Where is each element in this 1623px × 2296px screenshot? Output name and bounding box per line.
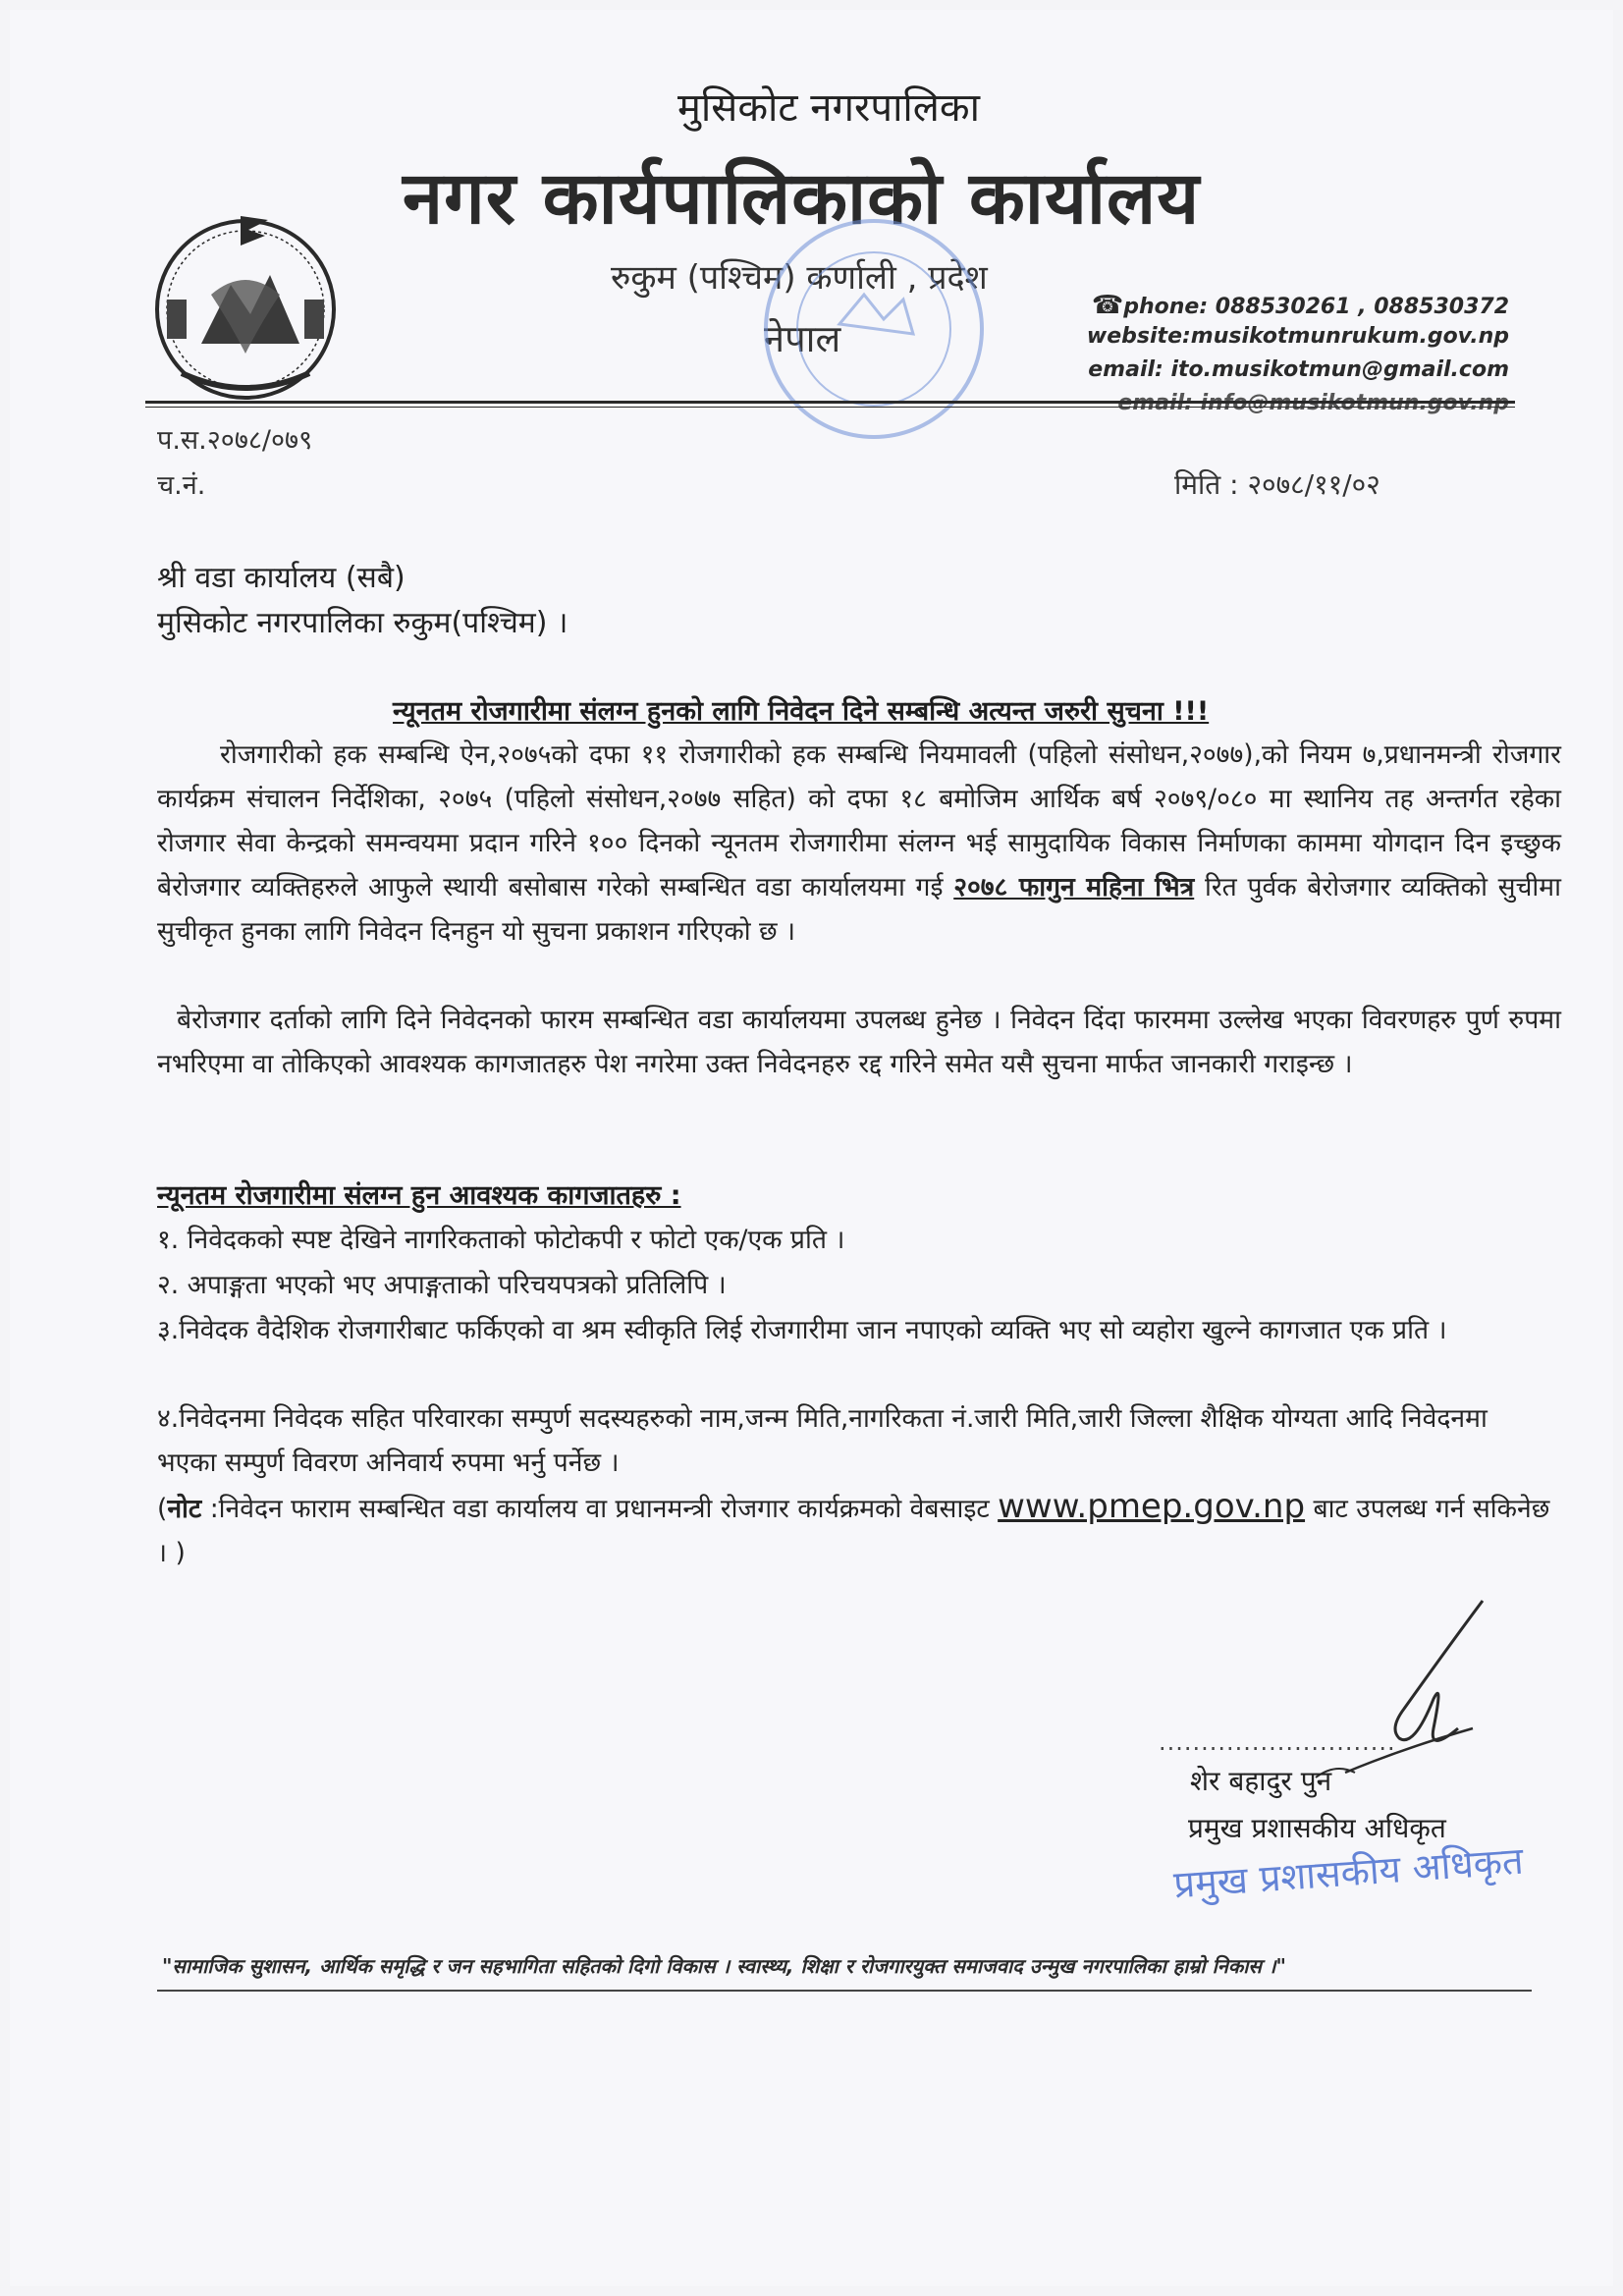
country-line: नेपाल xyxy=(764,317,841,360)
addressee-line-1: श्री वडा कार्यालय (सबै) xyxy=(157,561,406,595)
note-label: नोट xyxy=(167,1494,202,1524)
dispatch-number: च.नं. xyxy=(157,470,206,501)
contact-website[interactable]: website:musikotmunrukum.gov.np xyxy=(1086,324,1509,349)
office-title: नगर कार्यपालिकाको कार्यालय xyxy=(403,156,1201,241)
pmep-website-link[interactable]: www.pmep.gov.np xyxy=(998,1487,1306,1526)
letter-date: मिति : २०७८/११/०२ xyxy=(1174,468,1380,501)
contact-phone: ☎phone: 088530261 , 088530372 xyxy=(1091,291,1509,320)
office-stamp-icon xyxy=(751,206,997,452)
signatory-name: शेर बहादुर पुन xyxy=(1190,1765,1332,1797)
document-item: ३.निवेदक वैदेशिक रोजगारीबाट फर्किएको वा श्रम स्वीकृति लिई रोजगारीमा जान नपाएको व्यक्ति भए सो व्यहोरा खुल्ने कागजात एक प्रति । xyxy=(157,1315,1447,1345)
document-item: १. निवेदकको स्पष्ट देखिने नागरिकताको फोटोकपी र फोटो एक/एक प्रति । xyxy=(157,1225,845,1255)
note-paragraph: (नोट :निवेदन फाराम सम्बन्धित वडा कार्यालय वा प्रधानमन्त्री रोजगार कार्यक्रमको वेबसाइट www.pmep.gov.np बाट उपलब्ध गर्न सकिनेछ । ) xyxy=(157,1487,1550,1568)
province-line: रुकुम (पश्चिम) कर्णाली , प्रदेश xyxy=(611,258,988,298)
signature-line: ............................ xyxy=(1159,1728,1396,1756)
header-divider-thin xyxy=(145,407,1515,408)
notice-subject: न्यूनतम रोजगारीमा संलग्न हुनको लागि निवेदन दिने सम्बन्धि अत्यन्त जरुरी सुचना !!! xyxy=(393,696,1210,727)
municipality-name: मुसिकोट नगरपालिका xyxy=(677,85,980,131)
footer-motto: "सामाजिक सुशासन, आर्थिक समृद्धि र जन सहभागिता सहितको दिगो विकास । स्वास्थ्य, शिक्षा र रोजगारयुक्त समाजवाद उन्मुख नगरपालिका हाम्रो निकास ।" xyxy=(162,1954,1286,1978)
deadline-highlight: २०७८ फागुन महिना भित्र xyxy=(953,872,1195,902)
signatory-title: प्रमुख प्रशासकीय अधिकृत xyxy=(1188,1812,1446,1844)
body-paragraph-1: रोजगारीको हक सम्बन्धि ऐन,२०७५को दफा ११ रोजगारीको हक सम्बन्धि नियमावली (पहिलो संसोधन,२०७७),को नियम ७,प्रधानमन्त्री रोजगार कार्यक्रम संचालन निर्देशिका, २०७५ (पहिलो संसोधन,२०७७ सहित) को दफा १८ बमोजिम आर्थिक बर्ष २०७९/०८० मा स्थानिय तह अन्तर्गत रहेका रोजगार सेवा केन्द्रको समन्वयमा प्रदान गरिने १०० दिनको न्यूनतम रोजगारीमा संलग्न भई सामुदायिक विकास निर्माणका काममा योगदान दिन इच्छुक बेरोजगार व्यक्तिहरुले आफुले स्थायी बसोबास गरेको सम्बन्धित वडा कार्यालयमा गई २०७८ फागुन महिना भित्र रित पुर्वक बेरोजगार व्यक्तिको सुचीमा सुचीकृत हुनका लागि निवेदन दिनहुन यो सुचना प्रकाशन गरिएको छ । xyxy=(157,739,1561,947)
body-paragraph-2: बेरोजगार दर्ताको लागि दिने निवेदनको फारम सम्बन्धित वडा कार्यालयमा उपलब्ध हुनेछ । निवेदन दिंदा फारममा उल्लेख भएका विवरणहरु पुर्ण रुपमा नभरिएमा वा तोकिएको आवश्यक कागजातहरु पेश नगरेमा उक्त निवेदनहरु रद्द गरिने समेत यसै सुचना मार्फत जानकारी गराइन्छ । xyxy=(157,1005,1561,1079)
nepal-emblem-icon xyxy=(142,206,349,403)
phone-icon: ☎ xyxy=(1091,291,1124,320)
header-divider xyxy=(145,401,1515,404)
document-item: ४.निवेदनमा निवेदक सहित परिवारका सम्पुर्ण सदस्यहरुको नाम,जन्म मिति,नागरिकता नं.जारी मिति,जारी जिल्ला शैक्षिक योग्यता आदि निवेदनमा भएका सम्पुर्ण विवरण अनिवार्य रुपमा भर्नु पर्नेछ । xyxy=(157,1403,1488,1478)
official-title-stamp: प्रमुख प्रशासकीय अधिकृत xyxy=(1171,1838,1525,1907)
document-item: २. अपाङ्गता भएको भए अपाङ्गताको परिचयपत्रको प्रतिलिपि । xyxy=(157,1270,727,1300)
required-documents-heading: न्यूनतम रोजगारीमा संलग्न हुन आवश्यक कागजातहरु : xyxy=(157,1180,681,1211)
footer-divider xyxy=(157,1990,1532,1992)
letter-reference-number: प.स.२०७८/०७९ xyxy=(157,425,313,456)
contact-email[interactable]: email: ito.musikotmun@gmail.com xyxy=(1088,357,1509,382)
addressee-line-2: मुसिकोट नगरपालिका रुकुम(पश्चिम) । xyxy=(157,606,568,640)
